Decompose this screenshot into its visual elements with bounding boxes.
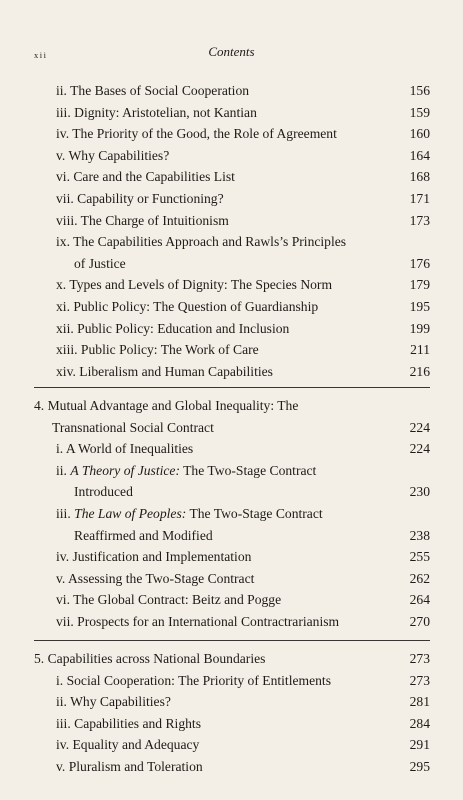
toc-entry: ii. A Theory of Justice: The Two-Stage Contract: [56, 462, 317, 478]
toc-entry: xiv. Liberalism and Human Capabilities 216: [56, 363, 430, 379]
toc-entry: xii. Public Policy: Education and Inclusion 199: [56, 320, 430, 336]
toc-entry-continuation: Reaffirmed and Modified 238: [74, 527, 430, 543]
toc-entry: vii. Prospects for an International Contractrarianism 270: [56, 613, 430, 629]
toc-entry-continuation: of Justice 176: [74, 255, 430, 271]
toc-entry: iii. Dignity: Aristotelian, not Kantian 159: [56, 104, 430, 120]
chapter-heading-continuation: Transnational Social Contract 224: [52, 419, 430, 435]
section-divider: [34, 387, 430, 388]
toc-entry: i. Social Cooperation: The Priority of Entitlements 273: [56, 672, 430, 688]
toc-entry: xi. Public Policy: The Question of Guardianship 195: [56, 298, 430, 314]
toc-entry: v. Assessing the Two-Stage Contract 262: [56, 570, 430, 586]
toc-entry: ii. Why Capabilities? 281: [56, 694, 430, 710]
toc-entry: vi. The Global Contract: Beitz and Pogge 264: [56, 592, 430, 608]
toc-entry: iv. The Priority of the Good, the Role of Agreement 160: [56, 126, 430, 142]
toc-entry: iii. Capabilities and Rights 284: [56, 715, 430, 731]
toc-section-continued: [34, 80, 430, 382]
toc-entry: viii. The Charge of Intuitionism 173: [56, 212, 430, 228]
toc-entry: iv. Equality and Adequacy 291: [56, 737, 430, 753]
toc-entry: v. Why Capabilities? 164: [56, 147, 430, 163]
section-divider: [34, 640, 430, 641]
chapter-heading: 5. Capabilities across National Boundaries 273: [34, 651, 430, 666]
toc-chapter-4: [34, 395, 430, 633]
page-number: xii: [34, 50, 48, 60]
running-header: [0, 44, 463, 64]
toc-entry: i. A World of Inequalities 224: [56, 441, 430, 457]
toc-entry: ix. The Capabilities Approach and Rawls’s Principles: [56, 234, 347, 250]
toc-entry: iii. The Law of Peoples: The Two-Stage Contract: [56, 505, 323, 521]
toc-entry: vii. Capability or Functioning? 171: [56, 190, 430, 206]
toc-entry: x. Types and Levels of Dignity: The Species Norm 179: [56, 277, 430, 293]
toc-entry: vi. Care and the Capabilities List 168: [56, 169, 430, 185]
chapter-heading: 4. Mutual Advantage and Global Inequality: The: [34, 398, 299, 413]
toc-chapter-5: [34, 648, 430, 778]
toc-entry: iv. Justification and Implementation 255: [56, 549, 430, 565]
toc-entry: v. Pluralism and Toleration 295: [56, 758, 430, 774]
toc-entry: xiii. Public Policy: The Work of Care 211: [56, 342, 430, 358]
toc-entry-continuation: Introduced 230: [74, 484, 430, 500]
toc-entry: ii. The Bases of Social Cooperation 156: [56, 83, 430, 98]
running-title: Contents: [208, 44, 255, 59]
